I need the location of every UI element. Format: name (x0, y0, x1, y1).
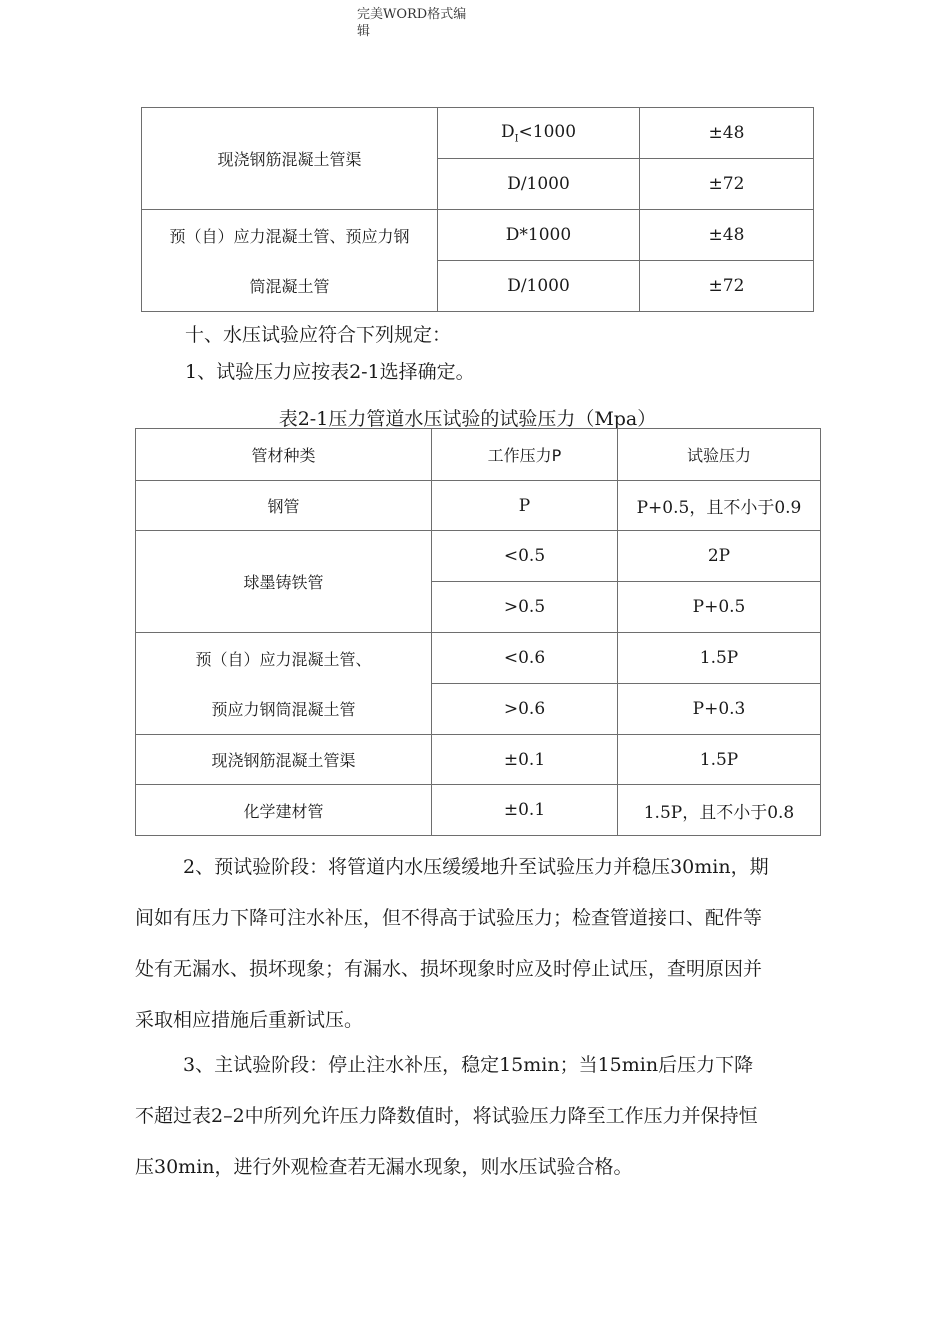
table1-cond-cell: D/1000 (438, 159, 640, 210)
table2-p-cell: <0.5 (432, 531, 618, 582)
table1-value-cell: ±48 (640, 108, 814, 159)
para2-line: 间如有压力下降可注水补压，但不得高于试验压力；检查管道接口、配件等 (135, 907, 763, 929)
tolerance-table (141, 107, 814, 312)
table2-type-prestressed-l1: 预（自）应力混凝土管、 (136, 633, 432, 684)
table2-test-cell: P+0.5 (618, 582, 821, 633)
page-header (357, 6, 487, 40)
table2-type-cast: 现浇钢筋混凝土管渠 (136, 735, 432, 785)
table2-test-cell: 1.5P (618, 735, 821, 785)
table2-caption: 表2-1压力管道水压试验的试验压力（Mpa） (278, 408, 657, 430)
table2-p-cell: >0.5 (432, 582, 618, 633)
para3-line: 不超过表2–2中所列允许压力降数值时，将试验压力降至工作压力并保持恒 (135, 1105, 758, 1127)
table2-type-steel: 钢管 (136, 481, 432, 531)
section-heading: 十、水压试验应符合下列规定： (185, 324, 452, 346)
table1-category-prestressed-l1: 预（自）应力混凝土管、预应力钢 (142, 210, 438, 261)
table2-header-material: 管材种类 (136, 429, 432, 481)
table2-p-cell: >0.6 (432, 684, 618, 735)
para3-line: 压30min，进行外观检查若无漏水现象，则水压试验合格。 (135, 1156, 633, 1178)
table2-type-ductile: 球墨铸铁管 (136, 531, 432, 633)
item-1: 1、试验压力应按表2-1选择确定。 (185, 361, 475, 383)
table1-value-cell: ±48 (640, 210, 814, 261)
header-line-2: 辑 (357, 24, 371, 39)
table1-value-cell: ±72 (640, 159, 814, 210)
paragraph-pretest (135, 842, 825, 1046)
table2-header-work-pressure: 工作压力P (432, 429, 618, 481)
table2-header-test-pressure: 试验压力 (618, 429, 821, 481)
paragraph-maintest (135, 1040, 825, 1193)
table1-category-prestressed-l2: 筒混凝土管 (142, 261, 438, 312)
table2-test-cell: 1.5P，且不小于0.8 (618, 785, 821, 836)
table2-p-cell: ±0.1 (432, 785, 618, 836)
table2-test-cell: 1.5P (618, 633, 821, 684)
table1-value-cell: ±72 (640, 261, 814, 312)
table2-p-cell: P (432, 481, 618, 531)
table2-test-cell: P+0.5，且不小于0.9 (618, 481, 821, 531)
para2-line: 采取相应措施后重新试压。 (135, 1009, 364, 1031)
test-pressure-table (135, 428, 821, 836)
table2-p-cell: <0.6 (432, 633, 618, 684)
para3-line: 3、主试验阶段：停止注水补压，稳定15min；当15min后压力下降 (183, 1054, 754, 1076)
table1-category-cast: 现浇钢筋混凝土管渠 (142, 108, 438, 210)
table1-cond-cell: D/1000 (438, 261, 640, 312)
table2-type-chem: 化学建材管 (136, 785, 432, 836)
table2-test-cell: 2P (618, 531, 821, 582)
table2-test-cell: P+0.3 (618, 684, 821, 735)
para2-line: 处有无漏水、损坏现象；有漏水、损坏现象时应及时停止试压，查明原因并 (135, 958, 763, 980)
table1-cond-cell: $D_I<1000$ (438, 108, 640, 159)
table1-cond-cell: D*1000 (438, 210, 640, 261)
table2-type-prestressed-l2: 预应力钢筒混凝土管 (136, 684, 432, 735)
header-line-1: 完美WORD格式编 (357, 7, 467, 22)
para2-line: 2、预试验阶段：将管道内水压缓缓地升至试验压力并稳压30min，期 (183, 856, 769, 878)
table2-p-cell: ±0.1 (432, 735, 618, 785)
